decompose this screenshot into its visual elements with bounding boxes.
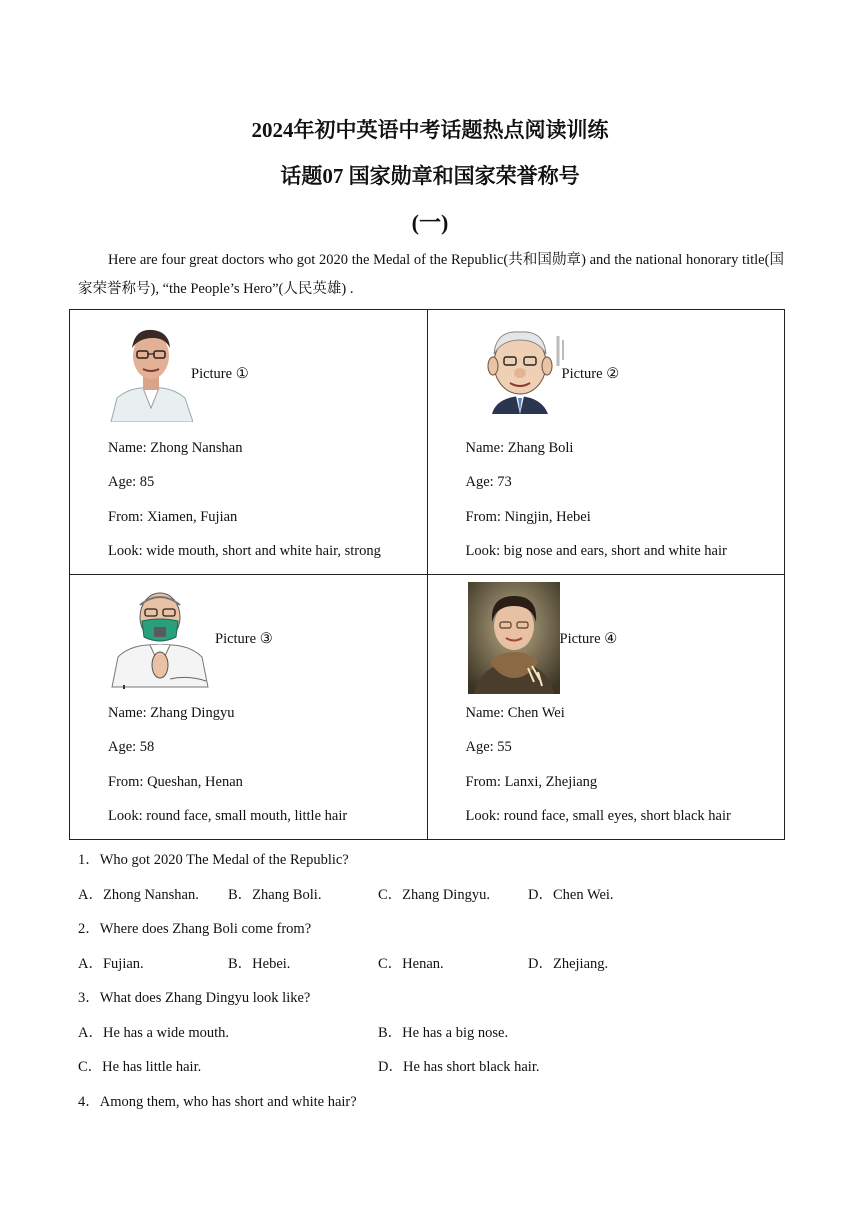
- intro-paragraph: Here are four great doctors who got 2020 the Medal of the Republic(共和国勋章) and the national honorary title(国家荣誉称号), “the People’s Hero”(人民英雄) .: [78, 252, 784, 297]
- doctor-name: Name: Zhang Boli: [465, 440, 574, 456]
- doctor-age: Age: 85: [108, 474, 155, 490]
- option-c: C．Zhang Dingyu.: [378, 887, 490, 903]
- option-a: A．Fujian.: [78, 956, 144, 972]
- doctor-age: Age: 58: [108, 739, 155, 755]
- option-b: B．Zhang Boli.: [228, 887, 322, 903]
- question-2: 2．Where does Zhang Boli come from?: [78, 921, 312, 937]
- option-d: D．Chen Wei.: [528, 887, 614, 903]
- page-title: 2024年初中英语中考话题热点阅读训练: [251, 118, 609, 142]
- doctor-card-4: [427, 575, 785, 840]
- doctor-look: Look: big nose and ears, short and white hair: [465, 543, 727, 559]
- zhong-nanshan-portrait: [109, 322, 193, 422]
- doctor-age: Age: 73: [465, 474, 512, 490]
- doctor-from: From: Lanxi, Zhejiang: [465, 774, 598, 790]
- zhang-dingyu-portrait: [108, 583, 212, 691]
- doctor-name: Name: Zhong Nanshan: [108, 440, 243, 456]
- doctor-from: From: Xiamen, Fujian: [108, 509, 238, 525]
- option-b: B．He has a big nose.: [378, 1025, 509, 1041]
- question-3: 3．What does Zhang Dingyu look like?: [78, 990, 311, 1006]
- doctor-look: Look: round face, small eyes, short black hair: [465, 808, 731, 824]
- picture-label: Picture ②: [561, 366, 620, 382]
- topic-title: 话题07 国家勋章和国家荣誉称号: [280, 164, 580, 188]
- doctor-look: Look: round face, small mouth, little hair: [108, 808, 348, 824]
- option-d: D．Zhejiang.: [528, 956, 609, 972]
- doctor-card-1: [70, 310, 428, 575]
- doctor-card-3: [70, 575, 428, 840]
- picture-label: Picture ①: [191, 366, 249, 382]
- chen-wei-portrait: [468, 582, 560, 694]
- question-1: 1．Who got 2020 The Medal of the Republic?: [78, 852, 349, 868]
- doctor-look: Look: wide mouth, short and white hair, strong: [108, 543, 381, 559]
- option-a: A．He has a wide mouth.: [78, 1025, 230, 1041]
- option-c: C．He has little hair.: [78, 1059, 202, 1075]
- question-4: 4．Among them, who has short and white hair?: [78, 1094, 357, 1110]
- doctor-from: From: Ningjin, Hebei: [465, 509, 591, 525]
- zhang-boli-portrait: [480, 326, 566, 414]
- option-c: C．Henan.: [378, 956, 444, 972]
- option-d: D．He has short black hair.: [378, 1059, 540, 1075]
- picture-label: Picture ③: [215, 631, 273, 647]
- doctors-table: [69, 309, 785, 840]
- doctor-from: From: Queshan, Henan: [108, 774, 243, 790]
- doctor-name: Name: Zhang Dingyu: [108, 705, 235, 721]
- doctor-age: Age: 55: [465, 739, 512, 755]
- option-a: A．Zhong Nanshan.: [78, 887, 199, 903]
- option-b: B．Hebei.: [228, 956, 291, 972]
- section-number: (一): [411, 210, 449, 235]
- picture-label: Picture ④: [559, 631, 618, 647]
- doctor-card-2: [427, 310, 785, 575]
- doctor-name: Name: Chen Wei: [465, 705, 565, 721]
